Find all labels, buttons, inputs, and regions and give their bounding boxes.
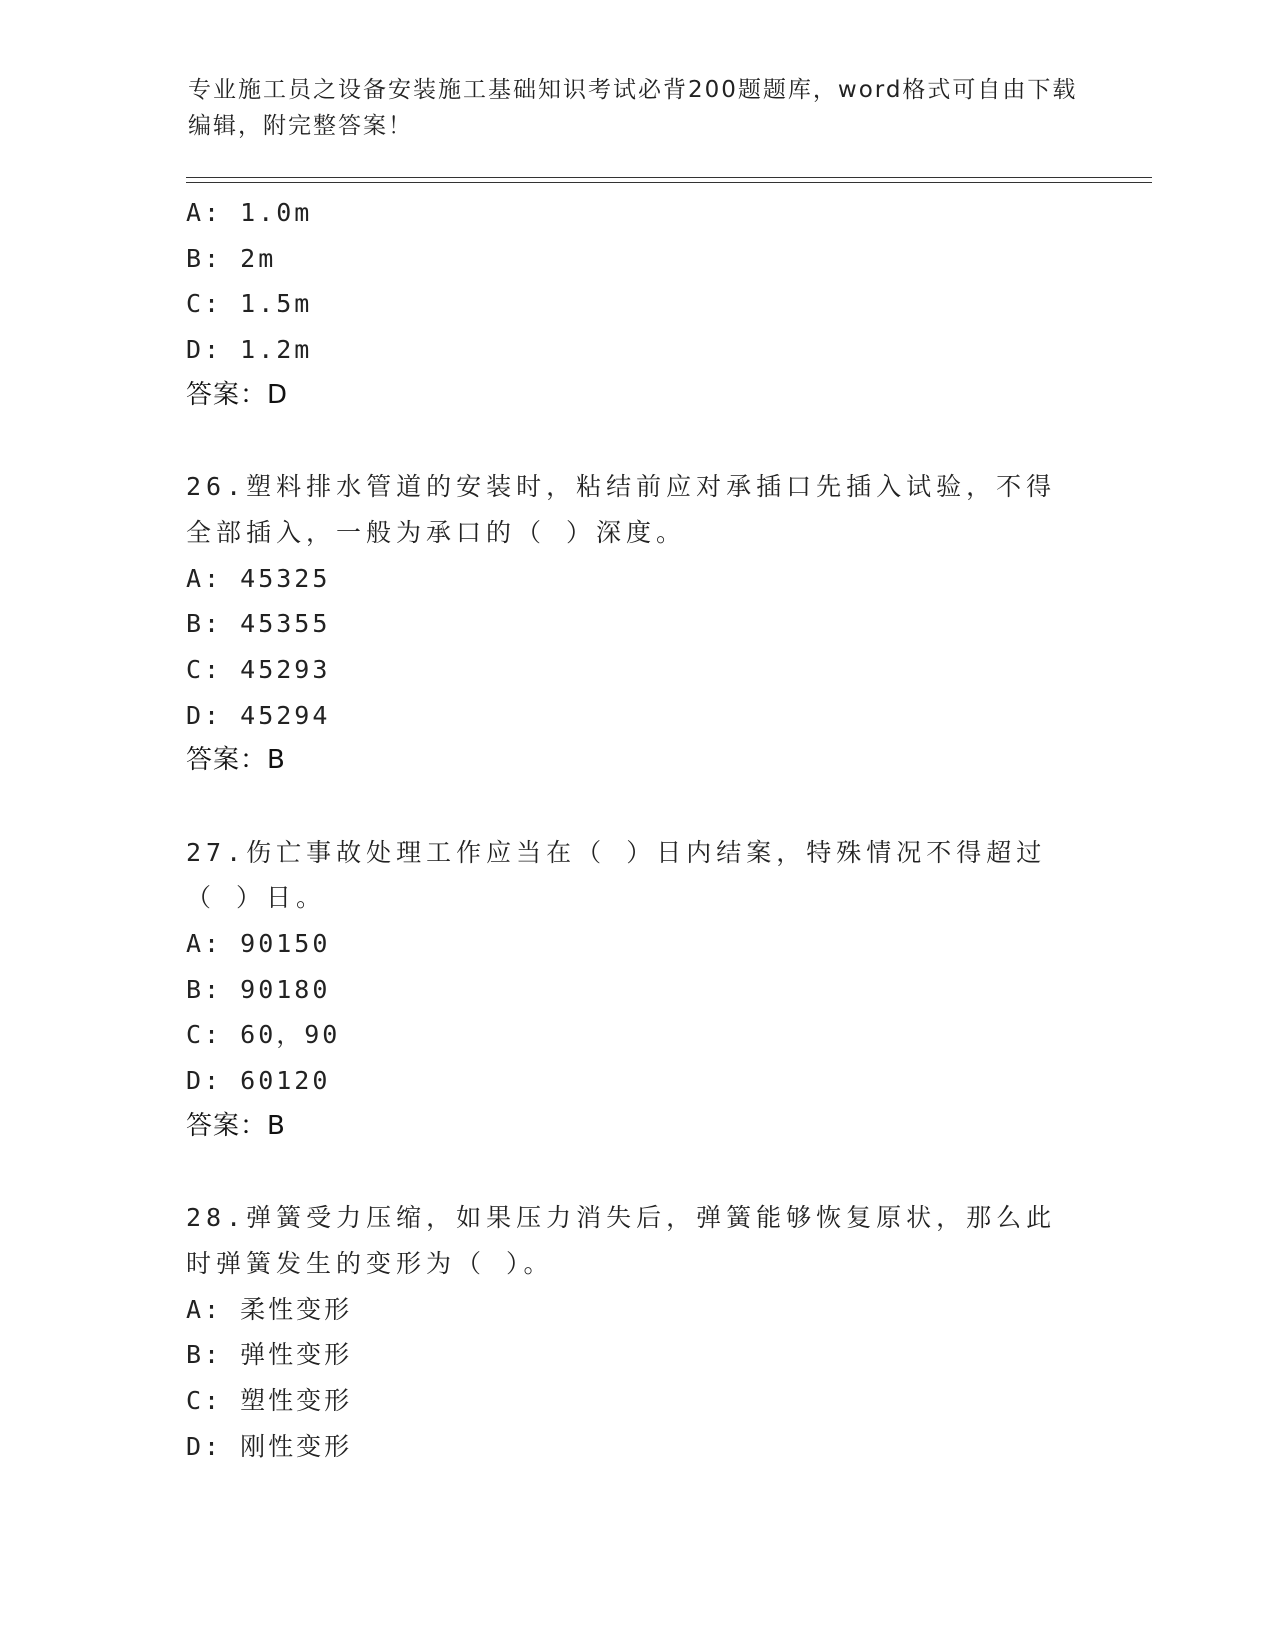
question-list [186, 190, 1086, 1469]
option-b: B: 45355 [186, 609, 331, 639]
answer-line: 答案：B [186, 745, 286, 776]
question-28 [186, 1195, 1086, 1469]
question-25-continued [186, 190, 1086, 418]
option-c: C: 45293 [186, 654, 331, 684]
question-stem: 27.伤亡事故处理工作应当在（ ）日内结案，特殊情况不得超过（ ）日。 [186, 837, 1047, 913]
option-a: A: 45325 [186, 563, 331, 593]
option-a: A: 1.0m [186, 198, 313, 227]
question-27 [186, 830, 1086, 1150]
question-26 [186, 464, 1086, 784]
option-a: A: 柔性变形 [186, 1294, 353, 1324]
document-header: 专业施工员之设备安装施工基础知识考试必背200题题库，word格式可自由下载编辑，附完整答案！ [188, 77, 1078, 139]
spacer [186, 1150, 1086, 1196]
spacer [186, 784, 1086, 830]
question-stem: 26.塑料排水管道的安装时，粘结前应对承插口先插入试验，不得全部插入，一般为承口的（ ）深度。 [186, 472, 1057, 547]
spacer [186, 418, 1086, 464]
option-c: C: 塑性变形 [186, 1385, 353, 1415]
header-divider-bottom [186, 182, 1152, 183]
answer-line: 答案：D [186, 379, 289, 410]
option-a: A: 90150 [186, 929, 331, 959]
option-d: D: 45294 [186, 700, 331, 730]
option-b: B: 2m [186, 243, 277, 273]
question-stem: 28.弹簧受力压缩，如果压力消失后，弹簧能够恢复原状，那么此时弹簧发生的变形为（ ）。 [186, 1203, 1057, 1278]
option-b: B: 弹性变形 [186, 1340, 353, 1370]
option-b: B: 90180 [186, 974, 331, 1004]
answer-line: 答案：B [186, 1110, 286, 1141]
option-d: D: 1.2m [186, 335, 313, 365]
option-c: C: 1.5m [186, 289, 313, 319]
option-d: D: 刚性变形 [186, 1431, 353, 1461]
option-c: C: 60，90 [186, 1020, 341, 1050]
option-d: D: 60120 [186, 1066, 331, 1096]
header-divider-top [186, 177, 1152, 178]
